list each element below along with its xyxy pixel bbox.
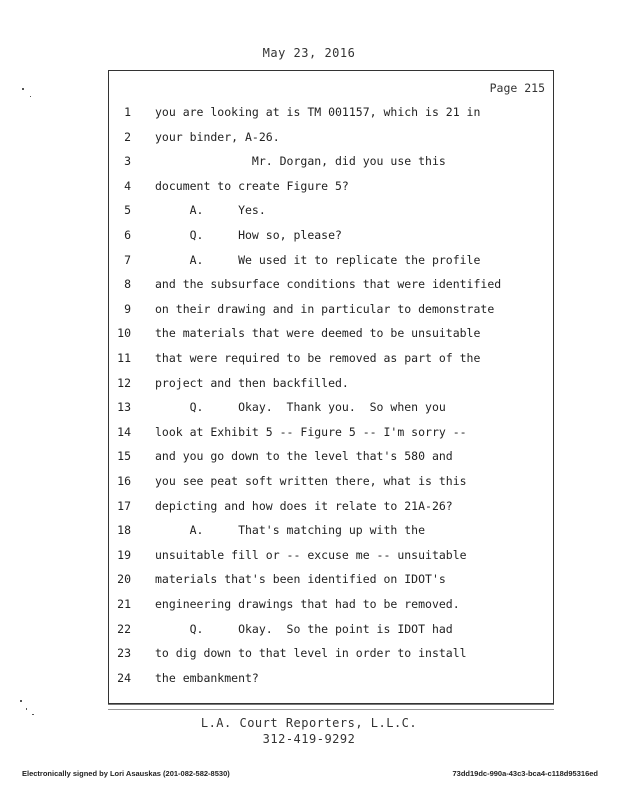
- line-number: 20: [117, 572, 131, 587]
- transcript-line: [109, 548, 553, 568]
- line-number: 11: [117, 351, 131, 365]
- transcript-line: [109, 523, 553, 543]
- transcript-line: [109, 105, 553, 125]
- line-text: Mr. Dorgan, did you use this: [155, 154, 446, 169]
- line-number: 24: [117, 670, 131, 685]
- transcript-line: [109, 277, 553, 297]
- esignature-right: 73dd19dc-990a-43c3-bca4-c118d95316ed: [452, 769, 598, 778]
- line-number: 7: [124, 252, 131, 267]
- line-number: 4: [124, 178, 131, 193]
- transcript-line: [109, 326, 553, 346]
- transcript-line: [109, 597, 553, 617]
- line-number: 10: [117, 326, 131, 341]
- line-number: 13: [117, 400, 131, 415]
- footer-phone: 312-419-9292: [262, 732, 356, 746]
- line-text: and you go down to the level that's 580 and: [155, 449, 453, 464]
- scan-speck: [22, 88, 24, 90]
- transcript-line: [109, 203, 553, 223]
- line-text: and the subsurface conditions that were identified: [155, 277, 502, 292]
- line-text: A. Yes.: [155, 203, 266, 218]
- transcript-line: [109, 499, 553, 519]
- line-text: project and then backfilled.: [155, 375, 349, 390]
- line-number: 19: [117, 547, 131, 562]
- line-number: 3: [124, 154, 131, 169]
- line-text: engineering drawings that had to be removed.: [155, 597, 460, 611]
- transcript-line: [109, 474, 553, 494]
- transcript-line: [109, 376, 553, 396]
- transcript-line: [109, 572, 553, 592]
- scan-speck: [26, 708, 27, 710]
- line-number: 14: [117, 424, 131, 439]
- esignature-left: Electronically signed by Lori Asauskas (201-082-582-8530): [22, 769, 230, 778]
- scan-speck: [20, 700, 22, 702]
- transcript-line: [109, 449, 553, 469]
- line-text: the materials that were deemed to be unsuitable: [155, 326, 481, 341]
- line-number: 1: [124, 105, 131, 119]
- footer-company: L.A. Court Reporters, L.L.C.: [200, 716, 418, 730]
- line-number: 17: [117, 498, 131, 513]
- line-text: Q. How so, please?: [155, 228, 342, 242]
- transcript-line: [109, 646, 553, 666]
- frame-shadow: [108, 704, 554, 710]
- transcript-line: [109, 622, 553, 642]
- line-number: 23: [117, 646, 131, 661]
- line-text: that were required to be removed as part of the: [155, 351, 481, 365]
- scan-speck: [30, 96, 31, 97]
- line-text: you are looking at is TM 001157, which is 21 in: [155, 105, 481, 119]
- line-text: the embankment?: [155, 670, 259, 685]
- transcript-line: [109, 179, 553, 199]
- transcript-line: [109, 671, 553, 691]
- line-number: 16: [117, 474, 131, 488]
- transcript-line: [109, 302, 553, 322]
- transcript-line: [109, 253, 553, 273]
- transcript-line: [109, 425, 553, 445]
- line-number: 8: [124, 277, 131, 292]
- line-text: on their drawing and in particular to demonstrate: [155, 301, 495, 316]
- line-text: look at Exhibit 5 -- Figure 5 -- I'm sorry --: [155, 424, 467, 439]
- transcript-line: [109, 130, 553, 150]
- line-text: your binder, A-26.: [155, 129, 280, 144]
- line-text: unsuitable fill or -- excuse me -- unsuitable: [155, 547, 467, 562]
- line-number: 5: [124, 203, 131, 218]
- line-text: you see peat soft written there, what is this: [155, 474, 467, 488]
- line-text: Q. Okay. So the point is IDOT had: [155, 621, 453, 636]
- line-text: Q. Okay. Thank you. So when you: [155, 400, 446, 415]
- transcript-page-frame: [108, 70, 554, 704]
- line-text: materials that's been identified on IDOT's: [155, 572, 446, 587]
- line-number: 22: [117, 621, 131, 636]
- scan-speck: [32, 714, 34, 715]
- line-number: 9: [124, 301, 131, 316]
- transcript-line: [109, 351, 553, 371]
- line-number: 15: [117, 449, 131, 464]
- line-text: A. We used it to replicate the profile: [155, 252, 481, 267]
- header-date: May 23, 2016: [262, 46, 356, 60]
- line-number: 2: [124, 129, 131, 144]
- transcript-line: [109, 400, 553, 420]
- line-number: 12: [117, 375, 131, 390]
- line-text: A. That's matching up with the: [155, 523, 426, 538]
- line-text: depicting and how does it relate to 21A-26?: [155, 498, 453, 513]
- line-text: document to create Figure 5?: [155, 178, 349, 193]
- line-number: 18: [117, 523, 131, 538]
- line-number: 21: [117, 597, 131, 611]
- transcript-line: [109, 154, 553, 174]
- page-number: Page 215: [489, 81, 545, 95]
- line-number: 6: [124, 228, 131, 242]
- line-text: to dig down to that level in order to install: [155, 646, 467, 661]
- transcript-line: [109, 228, 553, 248]
